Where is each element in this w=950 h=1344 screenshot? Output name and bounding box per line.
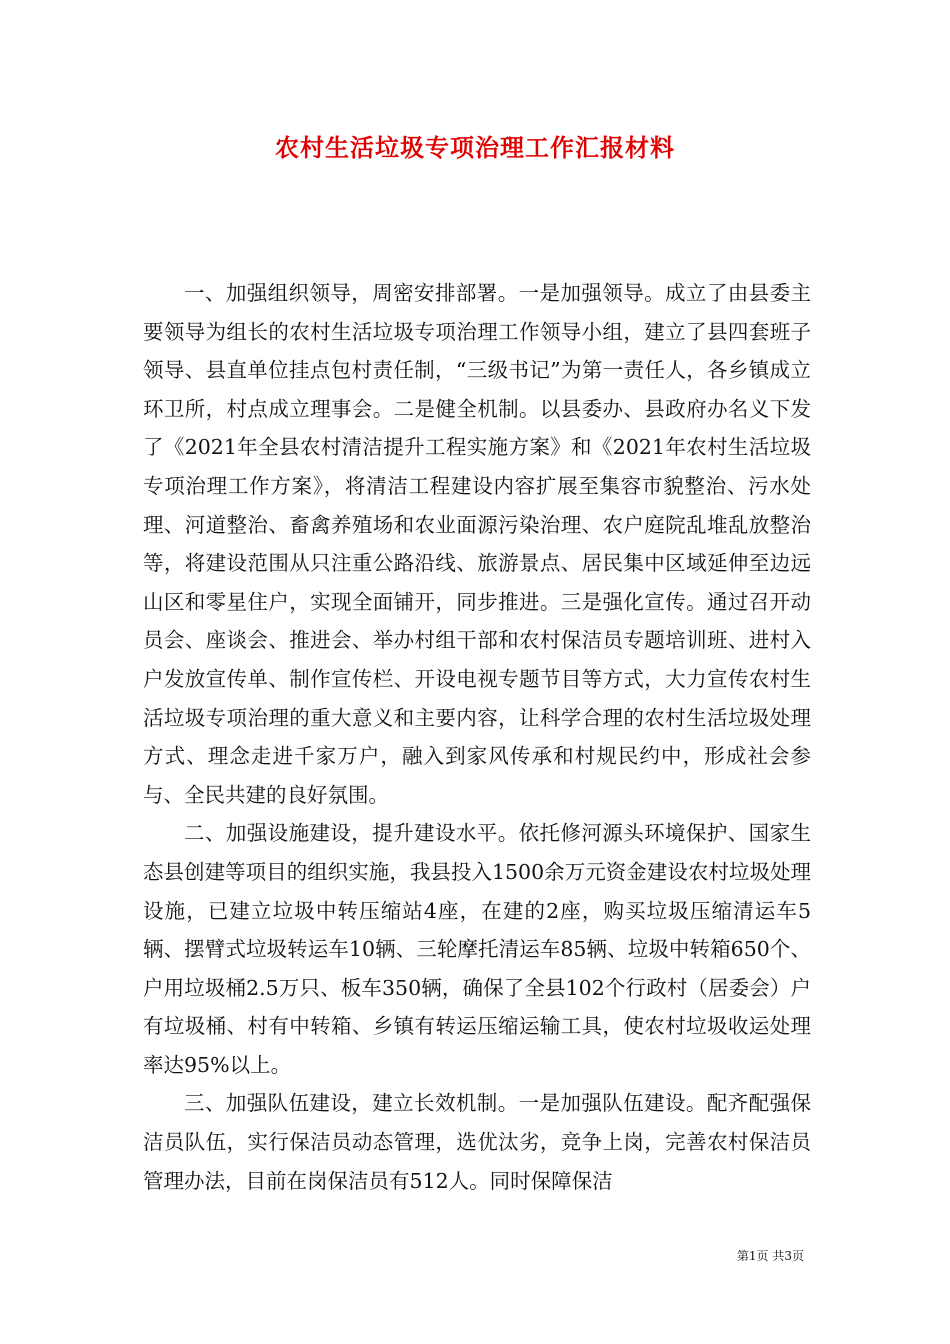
paragraph-organization: 一、加强组织领导，周密安排部署。一是加强领导。成立了由县委主要领导为组长的农村生活垃圾专项治理工作领导小组，建立了县四套班子领导、县直单位挂点包村责任制，“三级书记”为第一责任人，各乡镇成立环卫所，村点成立理事会。二是健全机制。以县委办、县政府办名义下发了《2021年全县农村清洁提升工程实施方案》和《2021年农村生活垃圾专项治理工作方案》，将清洁工程建设内容扩展至集容市貌整治、污水处理、河道整治、畜禽养殖场和农业面源污染治理、农户庭院乱堆乱放整治等，将建设范围从只注重公路沿线、旅游景点、居民集中区域延伸至边远山区和零星住户，实现全面铺开，同步推进。三是强化宣传。通过召开动员会、座谈会、推进会、举办村组干部和农村保洁员专题培训班、进村入户发放宣传单、制作宣传栏、开设电视专题节目等方式，大力宣传农村生活垃圾专项治理的重大意义和主要内容，让科学合理的农村生活垃圾处理方式、理念走进千家万户，融入到家风传承和村规民约中，形成社会参与、全民共建的良好氛围。 [143, 281, 811, 807]
document-title: 农村生活垃圾专项治理工作汇报材料 [275, 133, 675, 162]
paragraph-facilities: 二、加强设施建设，提升建设水平。依托修河源头环境保护、国家生态县创建等项目的组织实施，我县投入1500余万元资金建设农村垃圾处理设施，已建立垃圾中转压缩站4座，在建的2座，购买垃圾压缩清运车5辆、摆臂式垃圾转运车10辆、三轮摩托清运车85辆、垃圾中转箱650个、户用垃圾桶2.5万只、板车350辆，确保了全县102个行政村（居委会）户有垃圾桶、村有中转箱、乡镇有转运压缩运输工具，使农村垃圾收运处理率达95%以上。 [143, 821, 811, 1077]
paragraph-team: 三、加强队伍建设，建立长效机制。一是加强队伍建设。配齐配强保洁员队伍，实行保洁员动态管理，选优汰劣，竞争上岗，完善农村保洁员管理办法，目前在岗保洁员有512人。同时保障保洁 [143, 1091, 811, 1193]
document-body [143, 274, 811, 1200]
page-number: 第1页 共3页 [736, 1249, 804, 1263]
